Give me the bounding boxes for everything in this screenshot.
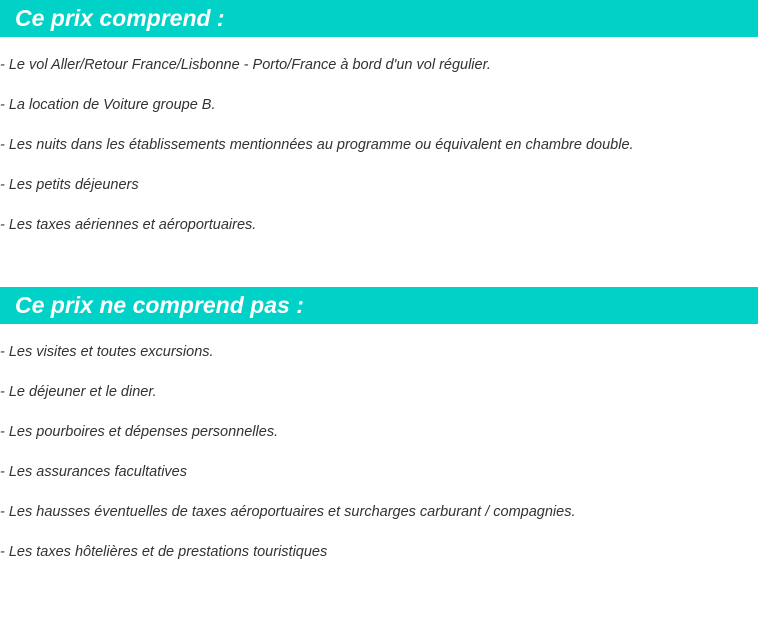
included-item-breakfasts: - Les petits déjeuners [0,177,139,193]
included-section-header [0,0,758,37]
included-section-title: Ce prix comprend : [15,5,225,31]
excluded-item-visits: - Les visites et toutes excursions. [0,344,214,360]
excluded-item-hotel-taxes: - Les taxes hôtelières et de prestations touristiques [0,544,328,560]
included-item-nights: - Les nuits dans les établissements mentionnées au programme ou équivalent en chambre double. [0,137,634,153]
excluded-section-title: Ce prix ne comprend pas : [15,292,304,318]
excluded-item-surcharges: - Les hausses éventuelles de taxes aéroportuaires et surcharges carburant / compagnies. [0,504,576,520]
excluded-item-meals: - Le déjeuner et le diner. [0,384,157,400]
excluded-item-insurance: - Les assurances facultatives [0,464,187,480]
excluded-section-header [0,287,758,324]
included-item-taxes: - Les taxes aériennes et aéroportuaires. [0,217,257,233]
excluded-item-tips: - Les pourboires et dépenses personnelles. [0,424,279,440]
included-item-flight: - Le vol Aller/Retour France/Lisbonne - Porto/France à bord d'un vol régulier. [0,57,491,73]
included-item-car-rental: - La location de Voiture groupe B. [0,97,216,113]
